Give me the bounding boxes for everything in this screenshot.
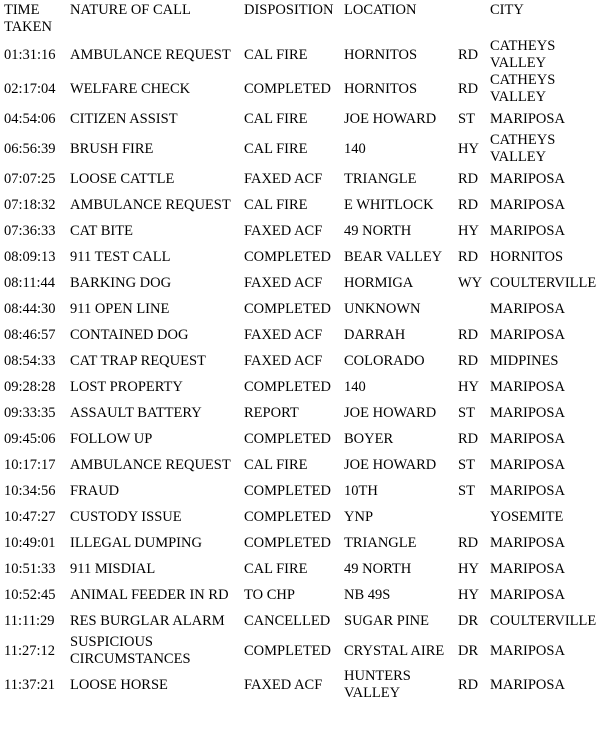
disposition-cell: FAXED ACF bbox=[244, 326, 323, 343]
location-cell: TRIANGLE bbox=[344, 170, 417, 187]
disposition-cell: CAL FIRE bbox=[244, 560, 308, 577]
table-row bbox=[4, 478, 612, 504]
street-suffix-cell: HY bbox=[458, 222, 479, 239]
street-suffix-cell: HY bbox=[458, 140, 479, 157]
table-row bbox=[4, 374, 612, 400]
location-cell: 140 bbox=[344, 140, 366, 157]
table-row bbox=[4, 668, 612, 702]
city-cell: MARIPOSA bbox=[490, 196, 565, 213]
nature-cell: CITIZEN ASSIST bbox=[70, 110, 178, 127]
time-cell: 01:31:16 bbox=[4, 46, 56, 63]
street-suffix-cell: HY bbox=[458, 560, 479, 577]
city-cell: MARIPOSA bbox=[490, 378, 565, 395]
header-disposition: DISPOSITION bbox=[244, 2, 334, 18]
time-cell: 09:45:06 bbox=[4, 430, 56, 447]
time-cell: 06:56:39 bbox=[4, 140, 56, 157]
disposition-cell: FAXED ACF bbox=[244, 222, 323, 239]
street-suffix-cell: RD bbox=[458, 248, 479, 265]
city-cell: MARIPOSA bbox=[490, 534, 565, 551]
street-suffix-cell: RD bbox=[458, 196, 479, 213]
location-cell: 10TH bbox=[344, 482, 378, 499]
call-log-table bbox=[4, 0, 612, 702]
table-row bbox=[4, 192, 612, 218]
street-suffix-cell: RD bbox=[458, 46, 479, 63]
street-suffix-cell bbox=[458, 296, 490, 322]
city-cell: COULTERVILLE bbox=[490, 612, 597, 629]
street-suffix-cell: WY bbox=[458, 274, 483, 291]
location-cell: JOE HOWARD bbox=[344, 456, 437, 473]
location-cell: BOYER bbox=[344, 430, 394, 447]
time-cell: 07:36:33 bbox=[4, 222, 56, 239]
street-suffix-cell: RD bbox=[458, 352, 479, 369]
time-cell: 08:46:57 bbox=[4, 326, 56, 343]
time-cell: 11:27:12 bbox=[4, 642, 56, 659]
disposition-cell: COMPLETED bbox=[244, 508, 331, 525]
table-row bbox=[4, 72, 612, 106]
city-cell: YOSEMITE bbox=[490, 508, 564, 525]
city-cell: MARIPOSA bbox=[490, 642, 565, 659]
disposition-cell: CAL FIRE bbox=[244, 110, 308, 127]
time-cell: 02:17:04 bbox=[4, 80, 56, 97]
table-row bbox=[4, 530, 612, 556]
disposition-cell: COMPLETED bbox=[244, 378, 331, 395]
table-row bbox=[4, 582, 612, 608]
location-cell: 49 NORTH bbox=[344, 222, 412, 239]
disposition-cell: FAXED ACF bbox=[244, 352, 323, 369]
city-cell: MARIPOSA bbox=[490, 326, 565, 343]
location-cell: NB 49S bbox=[344, 586, 391, 603]
nature-cell: CUSTODY ISSUE bbox=[70, 508, 182, 525]
table-row bbox=[4, 608, 612, 634]
nature-cell: RES BURGLAR ALARM bbox=[70, 612, 225, 629]
nature-cell: AMBULANCE REQUEST bbox=[70, 46, 231, 63]
street-suffix-cell: RD bbox=[458, 676, 479, 693]
location-cell: 49 NORTH bbox=[344, 560, 412, 577]
city-cell: MARIPOSA bbox=[490, 586, 565, 603]
location-cell: COLORADO bbox=[344, 352, 425, 369]
header-location: LOCATION bbox=[344, 2, 417, 18]
nature-cell: 911 MISDIAL bbox=[70, 560, 156, 577]
nature-cell: FOLLOW UP bbox=[70, 430, 153, 447]
time-cell: 10:49:01 bbox=[4, 534, 56, 551]
street-suffix-cell: RD bbox=[458, 80, 479, 97]
nature-cell: CAT TRAP REQUEST bbox=[70, 352, 206, 369]
location-cell: DARRAH bbox=[344, 326, 406, 343]
disposition-cell: COMPLETED bbox=[244, 300, 331, 317]
disposition-cell: COMPLETED bbox=[244, 430, 331, 447]
time-cell: 10:52:45 bbox=[4, 586, 56, 603]
nature-cell: FRAUD bbox=[70, 482, 120, 499]
time-cell: 08:09:13 bbox=[4, 248, 56, 265]
location-cell: HORNITOS bbox=[344, 80, 418, 97]
table-row bbox=[4, 322, 612, 348]
disposition-cell: COMPLETED bbox=[244, 482, 331, 499]
nature-cell: ILLEGAL DUMPING bbox=[70, 534, 202, 551]
street-suffix-cell: RD bbox=[458, 326, 479, 343]
disposition-cell: COMPLETED bbox=[244, 248, 331, 265]
city-cell: COULTERVILLE bbox=[490, 274, 597, 291]
disposition-cell: REPORT bbox=[244, 404, 299, 421]
location-cell: TRIANGLE bbox=[344, 534, 417, 551]
nature-cell: LOST PROPERTY bbox=[70, 378, 183, 395]
street-suffix-cell: ST bbox=[458, 110, 475, 127]
time-cell: 08:11:44 bbox=[4, 274, 56, 291]
location-cell: JOE HOWARD bbox=[344, 110, 437, 127]
nature-cell: CAT BITE bbox=[70, 222, 133, 239]
time-cell: 08:54:33 bbox=[4, 352, 56, 369]
table-row bbox=[4, 348, 612, 374]
street-suffix-cell: ST bbox=[458, 482, 475, 499]
time-cell: 10:17:17 bbox=[4, 456, 56, 473]
street-suffix-cell: RD bbox=[458, 170, 479, 187]
table-row bbox=[4, 166, 612, 192]
table-row bbox=[4, 106, 612, 132]
time-cell: 04:54:06 bbox=[4, 110, 56, 127]
time-cell: 10:51:33 bbox=[4, 560, 56, 577]
street-suffix-cell: RD bbox=[458, 534, 479, 551]
time-cell: 10:34:56 bbox=[4, 482, 56, 499]
city-cell: HORNITOS bbox=[490, 248, 564, 265]
street-suffix-cell: HY bbox=[458, 586, 479, 603]
nature-cell: AMBULANCE REQUEST bbox=[70, 456, 231, 473]
city-cell: MARIPOSA bbox=[490, 404, 565, 421]
nature-cell: LOOSE CATTLE bbox=[70, 170, 175, 187]
location-cell: JOE HOWARD bbox=[344, 404, 437, 421]
disposition-cell: CAL FIRE bbox=[244, 46, 308, 63]
disposition-cell: CAL FIRE bbox=[244, 456, 308, 473]
nature-cell: ANIMAL FEEDER IN RD bbox=[70, 586, 229, 603]
table-row bbox=[4, 556, 612, 582]
nature-cell: BARKING DOG bbox=[70, 274, 172, 291]
location-cell: SUGAR PINE bbox=[344, 612, 429, 629]
nature-cell: CONTAINED DOG bbox=[70, 326, 189, 343]
time-cell: 11:11:29 bbox=[4, 612, 55, 629]
table-row bbox=[4, 426, 612, 452]
city-cell: MARIPOSA bbox=[490, 676, 565, 693]
city-cell: MIDPINES bbox=[490, 352, 559, 369]
time-cell: 11:37:21 bbox=[4, 676, 56, 693]
nature-cell: 911 OPEN LINE bbox=[70, 300, 170, 317]
disposition-cell: CANCELLED bbox=[244, 612, 331, 629]
table-row bbox=[4, 38, 612, 72]
nature-cell: SUSPICIOUS CIRCUMSTANCES bbox=[70, 634, 191, 667]
time-cell: 10:47:27 bbox=[4, 508, 56, 525]
city-cell: MARIPOSA bbox=[490, 300, 565, 317]
city-cell: MARIPOSA bbox=[490, 430, 565, 447]
disposition-cell: FAXED ACF bbox=[244, 676, 323, 693]
table-row bbox=[4, 132, 612, 166]
nature-cell: 911 TEST CALL bbox=[70, 248, 171, 265]
table-row bbox=[4, 400, 612, 426]
disposition-cell: COMPLETED bbox=[244, 642, 331, 659]
street-suffix-cell: DR bbox=[458, 612, 479, 629]
city-cell: MARIPOSA bbox=[490, 482, 565, 499]
location-cell: E WHITLOCK bbox=[344, 196, 434, 213]
disposition-cell: COMPLETED bbox=[244, 80, 331, 97]
table-row bbox=[4, 270, 612, 296]
city-cell: MARIPOSA bbox=[490, 456, 565, 473]
street-suffix-cell: ST bbox=[458, 456, 475, 473]
time-cell: 09:28:28 bbox=[4, 378, 56, 395]
header-time-taken: TIME TAKEN bbox=[4, 2, 52, 35]
time-cell: 07:07:25 bbox=[4, 170, 56, 187]
location-cell: YNP bbox=[344, 508, 374, 525]
location-cell: UNKNOWN bbox=[344, 300, 421, 317]
disposition-cell: FAXED ACF bbox=[244, 274, 323, 291]
header-nature-of-call: NATURE OF CALL bbox=[70, 2, 191, 18]
disposition-cell: COMPLETED bbox=[244, 534, 331, 551]
table-row bbox=[4, 452, 612, 478]
location-cell: CRYSTAL AIRE bbox=[344, 642, 445, 659]
city-cell: MARIPOSA bbox=[490, 560, 565, 577]
nature-cell: AMBULANCE REQUEST bbox=[70, 196, 231, 213]
location-cell: HORNITOS bbox=[344, 46, 418, 63]
header-suffix bbox=[458, 0, 490, 38]
location-cell: HORMIGA bbox=[344, 274, 414, 291]
street-suffix-cell: ST bbox=[458, 404, 475, 421]
city-cell: CATHEYS VALLEY bbox=[490, 38, 556, 71]
disposition-cell: CAL FIRE bbox=[244, 140, 308, 157]
disposition-cell: TO CHP bbox=[244, 586, 295, 603]
table-row bbox=[4, 244, 612, 270]
disposition-cell: FAXED ACF bbox=[244, 170, 323, 187]
street-suffix-cell bbox=[458, 504, 490, 530]
location-cell: HUNTERS VALLEY bbox=[344, 668, 411, 701]
header-row bbox=[4, 0, 612, 38]
time-cell: 09:33:35 bbox=[4, 404, 56, 421]
city-cell: MARIPOSA bbox=[490, 110, 565, 127]
nature-cell: ASSAULT BATTERY bbox=[70, 404, 202, 421]
time-cell: 07:18:32 bbox=[4, 196, 56, 213]
city-cell: CATHEYS VALLEY bbox=[490, 132, 556, 165]
table-row bbox=[4, 296, 612, 322]
location-cell: BEAR VALLEY bbox=[344, 248, 443, 265]
table-row bbox=[4, 504, 612, 530]
table-row bbox=[4, 218, 612, 244]
street-suffix-cell: DR bbox=[458, 642, 479, 659]
street-suffix-cell: RD bbox=[458, 430, 479, 447]
nature-cell: LOOSE HORSE bbox=[70, 676, 168, 693]
city-cell: CATHEYS VALLEY bbox=[490, 72, 556, 105]
location-cell: 140 bbox=[344, 378, 366, 395]
city-cell: MARIPOSA bbox=[490, 222, 565, 239]
disposition-cell: CAL FIRE bbox=[244, 196, 308, 213]
city-cell: MARIPOSA bbox=[490, 170, 565, 187]
header-city: CITY bbox=[490, 2, 524, 18]
time-cell: 08:44:30 bbox=[4, 300, 56, 317]
nature-cell: BRUSH FIRE bbox=[70, 140, 154, 157]
table-row bbox=[4, 634, 612, 668]
nature-cell: WELFARE CHECK bbox=[70, 80, 191, 97]
street-suffix-cell: HY bbox=[458, 378, 479, 395]
